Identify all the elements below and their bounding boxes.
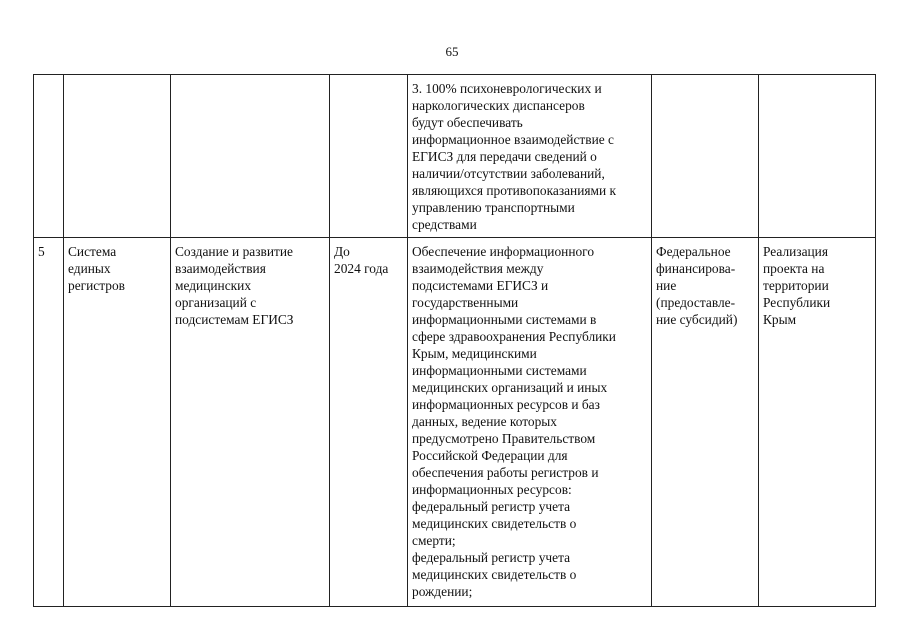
funding-cell: Федеральное финансирова- ние (предоставле- ние субсидий)	[652, 238, 759, 607]
activity-cell	[171, 75, 330, 238]
activity-cell: Создание и развитие взаимодействия медицинских организаций с подсистемам ЕГИСЗ	[171, 238, 330, 607]
result-cell: Обеспечение информационного взаимодействия между подсистемами ЕГИСЗ и государственными информационными системами в сфере здравоохранения Республики Крым, медицинскими информационными системами медицинских организаций и иных информационных ресурсов и баз данных, ведение которых предусмотрено Правительством Российской Федерации для обеспечения работы регистров и информационных ресурсов: федеральный регистр учета медицинских свидетельств о смерти; федеральный регистр учета медицинских свидетельств о рождении;	[408, 238, 652, 607]
row-number-cell	[34, 75, 64, 238]
row-number-cell: 5	[34, 238, 64, 607]
table-row	[34, 75, 876, 238]
note-cell: Реализация проекта на территории Республики Крым	[759, 238, 876, 607]
page-number: 65	[445, 44, 459, 59]
deadline-cell: До 2024 года	[330, 238, 408, 607]
measures-table	[33, 74, 876, 607]
result-cell: 3. 100% психоневрологических и наркологических диспансеров будут обеспечивать информационное взаимодействие с ЕГИСЗ для передачи сведений о наличии/отсутствии заболеваний, являющихся противопоказаниями к управлению транспортными средствами	[408, 75, 652, 238]
funding-cell	[652, 75, 759, 238]
note-cell	[759, 75, 876, 238]
system-name-cell	[64, 75, 171, 238]
system-name-cell: Система единых регистров	[64, 238, 171, 607]
deadline-cell	[330, 75, 408, 238]
table-row	[34, 238, 876, 607]
